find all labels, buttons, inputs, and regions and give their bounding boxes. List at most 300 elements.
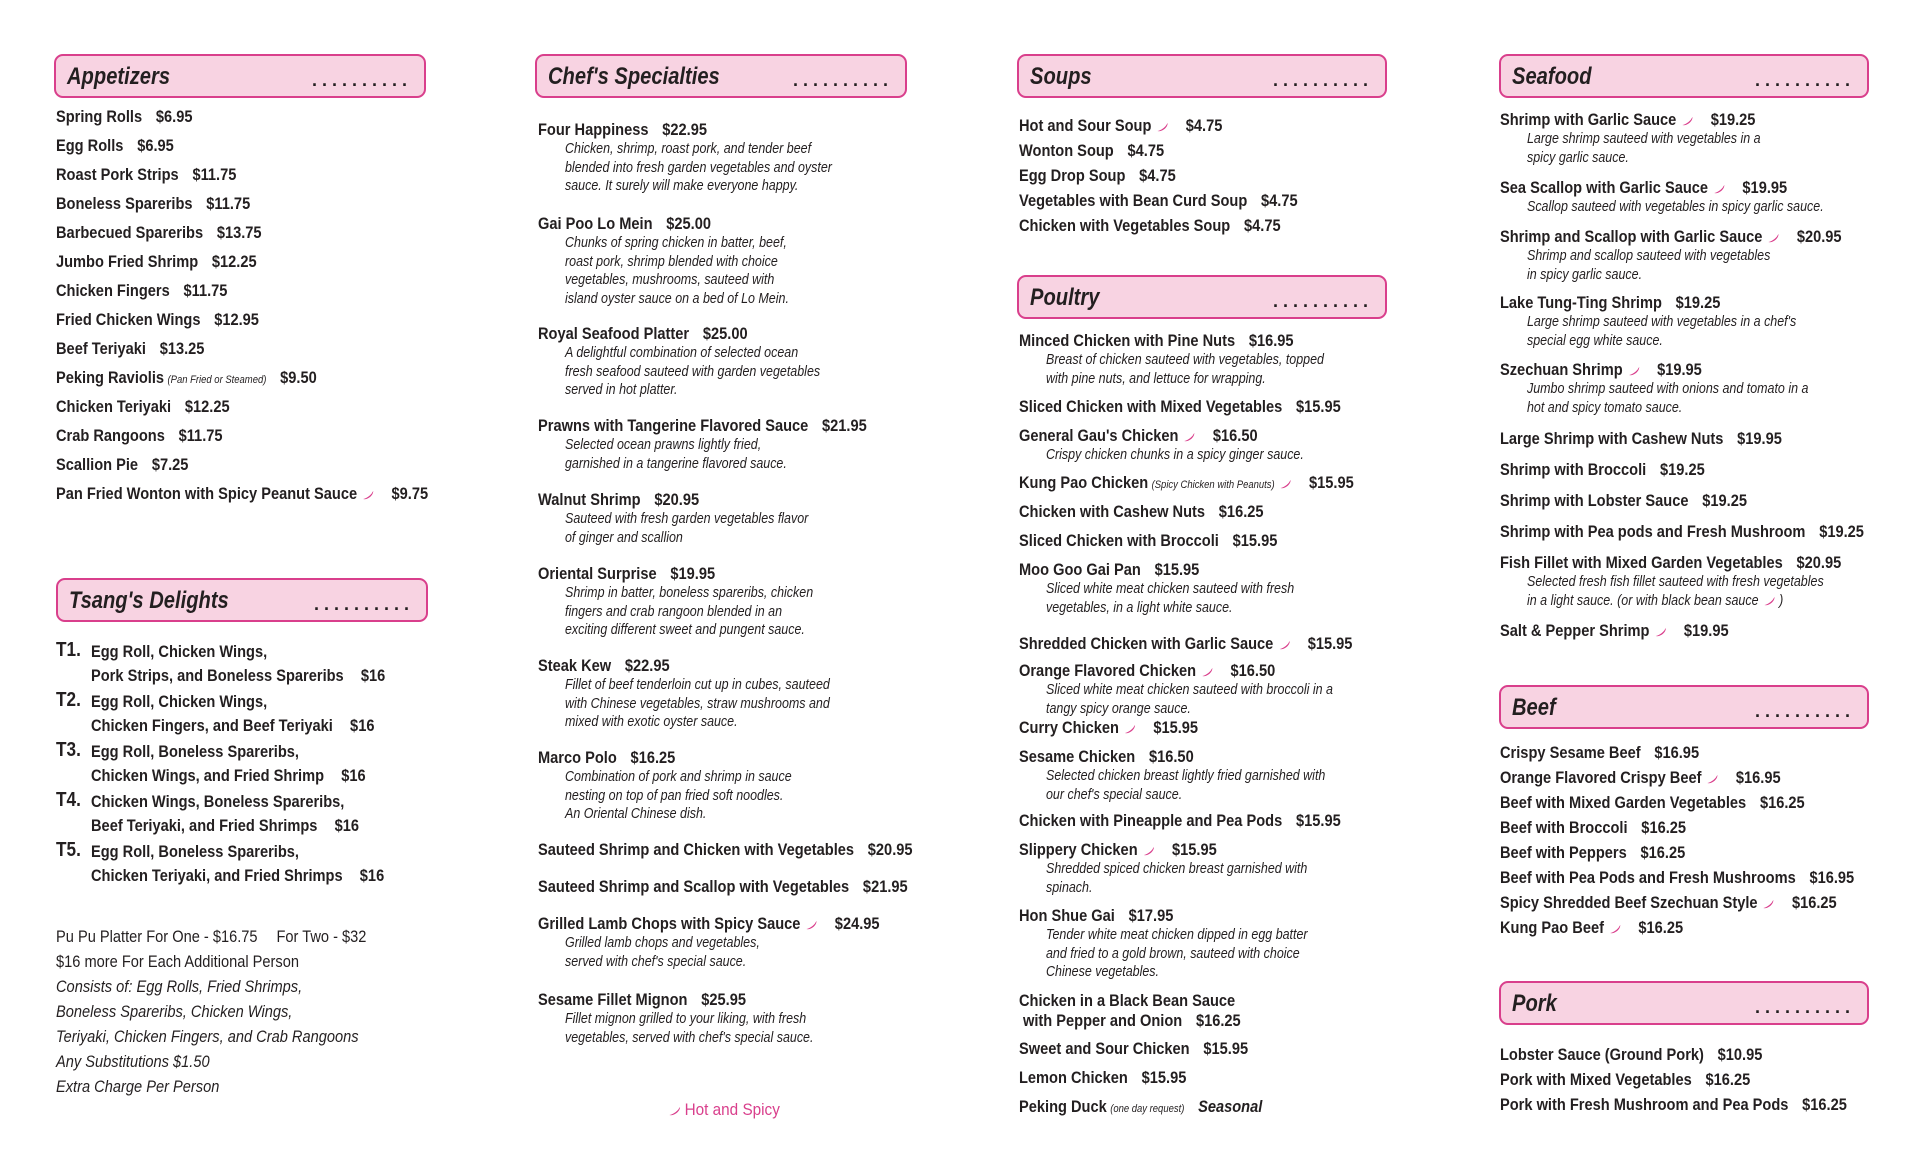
item-name: [1019, 331, 1294, 351]
item-description: hot and spicy tomato sauce.: [1527, 399, 1683, 416]
item-name-text: Grilled Lamb Chops with Spicy Sauce: [538, 914, 801, 933]
menu-item: [56, 310, 292, 330]
header-dots: ..........: [313, 594, 414, 614]
menu-item: [1019, 502, 1303, 522]
menu-item: [56, 136, 193, 156]
item-price: $24.95: [834, 914, 880, 933]
item-name-text: Lobster Sauce (Ground Pork): [1500, 1045, 1704, 1064]
item-name-text: Hon Shue Gai: [1019, 906, 1115, 925]
beef-title: Beef: [1512, 694, 1556, 721]
item-name-text: Shrimp with Garlic Sauce: [1500, 110, 1677, 129]
item-name: [56, 368, 317, 388]
combo-price: $16: [360, 666, 386, 685]
legend: [663, 1100, 780, 1120]
item-name-text: Chicken with Cashew Nuts: [1019, 502, 1206, 521]
item-description: our chef's special sauce.: [1046, 786, 1183, 803]
item-description: Large shrimp sauteed with vegetables in a: [1527, 131, 1761, 147]
item-price: $22.95: [624, 656, 670, 675]
item-price: $16.25: [1638, 918, 1684, 937]
item-name-text: Minced Chicken with Pine Nuts: [1019, 331, 1236, 350]
item-price: $20.95: [867, 840, 913, 859]
item-price: $16.25: [1641, 818, 1687, 837]
item-price: $16.25: [1759, 793, 1805, 812]
item-description: Shredded spiced chicken breast garnished with: [1046, 861, 1308, 877]
item-name-text: Walnut Shrimp: [538, 490, 641, 509]
item-name-text: Beef Teriyaki: [56, 339, 146, 358]
menu-item: [538, 914, 935, 971]
item-name-text: Peking Raviolis: [56, 368, 165, 387]
header-dots: ..........: [311, 70, 412, 90]
item-description: Selected ocean prawns lightly fried,: [565, 437, 762, 453]
combo-line2-text: Beef Teriyaki, and Fried Shrimps: [91, 816, 318, 835]
menu-item: [1500, 818, 1716, 838]
item-name-text: Kung Pao Chicken: [1019, 473, 1149, 492]
item-name: [1500, 110, 1755, 130]
chefs-title: Chef's Specialties: [548, 63, 720, 90]
item-description: Combination of pork and shrimp in sauce: [565, 769, 792, 785]
item-description: [1527, 592, 1845, 611]
item-name-text: Marco Polo: [538, 748, 617, 767]
chili-icon: [1768, 233, 1780, 243]
item-name: [538, 416, 867, 436]
item-name: [538, 656, 670, 676]
item-name: [1019, 116, 1222, 136]
combo-line2: [91, 816, 359, 836]
header-dots: ..........: [1754, 70, 1855, 90]
menu-item: [538, 564, 854, 640]
pupu-line1: [56, 927, 366, 947]
item-name: [56, 252, 257, 272]
menu-item: [56, 484, 489, 504]
menu-item: [1500, 553, 1897, 610]
item-name-text: Peking Duck: [1019, 1097, 1107, 1116]
menu-item: [1500, 893, 1891, 913]
item-description: Jumbo shrimp sauteed with onions and tomato in a: [1527, 381, 1809, 397]
item-name-text: Crispy Sesame Beef: [1500, 743, 1641, 762]
item-name-text: Moo Goo Gai Pan: [1019, 560, 1141, 579]
item-price: $15.95: [1203, 1039, 1249, 1058]
item-name-text: Royal Seafood Platter: [538, 324, 690, 343]
menu-item: [1019, 560, 1335, 617]
item-name-text: Sea Scallop with Garlic Sauce: [1500, 178, 1709, 197]
item-name-text: Kung Pao Beef: [1500, 918, 1604, 937]
item-name-text: Chicken with Pineapple and Pea Pods: [1019, 811, 1283, 830]
item-name-text: Salt & Pepper Shrimp: [1500, 621, 1650, 640]
item-name: [1500, 793, 1805, 813]
item-name: [538, 877, 908, 897]
chili-icon: [1764, 596, 1776, 606]
item-description: blended into fresh garden vegetables and oyster: [565, 159, 832, 176]
header-dots: ..........: [1754, 701, 1855, 721]
item-price: $11.75: [192, 165, 237, 184]
menu-item: [1500, 843, 1715, 863]
combo-price: $16: [350, 716, 375, 735]
combo-line2-text: Chicken Teriyaki, and Fried Shrimps: [91, 866, 343, 885]
menu-item: [1019, 661, 1380, 718]
item-description: Shrimp in batter, boneless spareribs, chicken: [565, 585, 814, 601]
item-name-text: Lake Tung-Ting Shrimp: [1500, 293, 1662, 312]
item-price: $16.25: [1791, 893, 1837, 912]
pupu-two-price: For Two - $32: [276, 927, 367, 946]
item-description: Chinese vegetables.: [1046, 964, 1160, 980]
item-description: spicy garlic sauce.: [1527, 149, 1629, 166]
combo-line2: [91, 766, 366, 786]
item-name-text: Shrimp with Pea pods and Fresh Mushroom: [1500, 522, 1806, 541]
menu-item: [56, 368, 359, 388]
item-price: $15.95: [1296, 397, 1341, 416]
item-name: [1019, 634, 1352, 654]
combo-line2: [91, 716, 374, 736]
item-name-text: Gai Poo Lo Mein: [538, 214, 653, 233]
item-price: $25.00: [702, 324, 748, 343]
item-name: [1500, 843, 1685, 863]
menu-item: [1019, 331, 1369, 388]
menu-item: [1019, 141, 1188, 161]
item-name-text: Beef with Broccoli: [1500, 818, 1628, 837]
item-price: $12.95: [214, 310, 259, 329]
item-name-text: Slippery Chicken: [1019, 840, 1138, 859]
combo-line2-text: Chicken Fingers, and Beef Teriyaki: [91, 716, 333, 735]
menu-item: [1500, 293, 1840, 350]
item-name: [538, 748, 675, 768]
menu-item: [1500, 868, 1912, 888]
item-description: of ginger and scallion: [565, 529, 683, 546]
menu-item: [1019, 191, 1343, 211]
menu-item: [56, 397, 258, 417]
menu-item: [1019, 216, 1323, 236]
pupu-line6: Any Substitutions $1.50: [56, 1052, 210, 1071]
menu-item: [538, 656, 873, 732]
menu-item: [1500, 360, 1854, 417]
menu-item: [1019, 426, 1346, 465]
item-name-text: Shredded Chicken with Garlic Sauce: [1019, 634, 1274, 653]
item-name: [56, 281, 227, 301]
item-description: exciting different sweet and pungent sauce.: [565, 622, 805, 638]
item-name-text: Orange Flavored Crispy Beef: [1500, 768, 1702, 787]
item-name-text: Hot and Sour Soup: [1019, 116, 1152, 135]
item-name: [538, 990, 746, 1010]
menu-item: [56, 426, 250, 446]
item-name-text: Wonton Soup: [1019, 141, 1114, 160]
item-price: $6.95: [137, 136, 174, 155]
item-description: fingers and crab rangoon blended in an: [565, 603, 783, 620]
menu-item: [56, 339, 229, 359]
menu-item: [56, 194, 282, 214]
combo-price: $16: [359, 866, 385, 885]
item-price: $19.25: [1659, 460, 1705, 479]
chili-icon: [668, 1106, 681, 1116]
combo-price: $16: [341, 766, 366, 785]
chili-icon: [1707, 774, 1719, 784]
item-name: [538, 214, 711, 234]
item-price: $19.95: [670, 564, 716, 583]
menu-item: [56, 107, 215, 127]
item-name: [1019, 1068, 1186, 1088]
item-description: An Oriental Chinese dish.: [565, 806, 707, 822]
item-name: [56, 136, 174, 156]
menu-item: [1500, 1045, 1805, 1065]
menu-item: [538, 748, 829, 824]
item-name: [1019, 216, 1281, 236]
item-name-text: Egg Rolls: [56, 136, 124, 155]
item-name: [1500, 743, 1699, 763]
item-price: $15.95: [1172, 840, 1217, 859]
item-description: vegetables, served with chef's special sauce.: [565, 1029, 814, 1046]
item-name: [1500, 868, 1854, 888]
item-price: $10.95: [1717, 1045, 1763, 1064]
chefs-header: [535, 54, 907, 98]
menu-item: [1019, 1039, 1285, 1059]
item-price: $21.95: [822, 416, 867, 435]
item-name: [1019, 473, 1354, 493]
menu-item: [1019, 840, 1350, 897]
item-description: Fillet of beef tenderloin cut up in cubes, sauteed: [565, 677, 830, 693]
item-name: [1019, 166, 1176, 186]
item-name: [56, 339, 204, 359]
item-price: $16.50: [1212, 426, 1258, 445]
item-name: [1019, 1097, 1262, 1117]
header-dots: ..........: [1272, 70, 1373, 90]
item-name: [1500, 1070, 1750, 1090]
item-description: island oyster sauce on a bed of Lo Mein.: [565, 290, 789, 307]
item-description: roast pork, shrimp blended with choice: [565, 253, 778, 270]
item-name: [538, 914, 880, 934]
item-name-text: Sweet and Sour Chicken: [1019, 1039, 1190, 1058]
combo-line1: Egg Roll, Boneless Spareribs,: [91, 742, 299, 761]
item-description: Breast of chicken sauteed with vegetables, topped: [1046, 352, 1324, 368]
pork-header: [1499, 981, 1869, 1025]
menu-item: [1019, 1097, 1302, 1117]
item-price: $19.95: [1683, 621, 1729, 640]
combo-number: T1.: [56, 639, 81, 661]
item-price: $25.95: [701, 990, 746, 1009]
item-price: $19.95: [1742, 178, 1788, 197]
beef-header: [1499, 685, 1869, 729]
menu-item: [1500, 743, 1731, 763]
item-description: tangy spicy orange sauce.: [1046, 700, 1191, 717]
menu-item: [538, 990, 854, 1047]
item-name-text: Chicken Teriyaki: [56, 397, 172, 416]
item-name: [1500, 818, 1686, 838]
item-price: $19.25: [1702, 491, 1747, 510]
item-name: [1019, 906, 1173, 926]
pupu-line5: Teriyaki, Chicken Fingers, and Crab Rangoons: [56, 1027, 359, 1046]
pupu-line7: Extra Charge Per Person: [56, 1077, 220, 1096]
item-name-text: Curry Chicken: [1019, 718, 1119, 737]
item-name-text: Pan Fried Wonton with Spicy Peanut Sauce: [56, 484, 358, 503]
item-description: Grilled lamb chops and vegetables,: [565, 935, 760, 951]
item-name-text: Beef with Mixed Garden Vegetables: [1500, 793, 1747, 812]
item-name: [1500, 1045, 1762, 1065]
combo-line2: [91, 866, 384, 886]
menu-item: [538, 490, 848, 547]
menu-item: [56, 165, 266, 185]
item-name-text: Shrimp with Broccoli: [1500, 460, 1647, 479]
item-name-text: Vegetables with Bean Curd Soup: [1019, 191, 1248, 210]
item-description: mixed with exotic oyster sauce.: [565, 714, 738, 730]
item-name-text: Sesame Fillet Mignon: [538, 990, 688, 1009]
item-name: [56, 194, 250, 214]
menu-item: [1500, 522, 1920, 542]
chili-icon: [1184, 432, 1196, 442]
item-name-text: Egg Drop Soup: [1019, 166, 1126, 185]
combo-number: T3.: [56, 739, 81, 761]
item-name-text: Sauteed Shrimp and Chicken with Vegetables: [538, 840, 855, 859]
item-name: [538, 490, 699, 510]
menu-item: [1500, 491, 1787, 511]
item-name: [1019, 560, 1199, 580]
menu-item: [1019, 718, 1227, 738]
item-name-text: Shrimp with Lobster Sauce: [1500, 491, 1689, 510]
item-description: spinach.: [1046, 879, 1093, 896]
item-note: (Spicy Chicken with Peanuts): [1151, 479, 1275, 491]
poultry-header: [1017, 275, 1387, 319]
combo-line1: Chicken Wings, Boneless Spareribs,: [91, 792, 345, 811]
item-price: $4.75: [1139, 166, 1176, 185]
item-price: $11.75: [178, 426, 223, 445]
item-price: $22.95: [662, 120, 707, 139]
menu-item: [1500, 793, 1854, 813]
item-price: $13.75: [216, 223, 262, 242]
item-note: (Pan Fried or Steamed): [167, 374, 267, 386]
item-description: Selected chicken breast lightly fried garnished with: [1046, 768, 1326, 784]
item-name: [538, 840, 913, 860]
item-name-text: Sesame Chicken: [1019, 747, 1136, 766]
menu-item: [56, 281, 255, 301]
item-name: [56, 107, 192, 127]
menu-item: [538, 214, 825, 308]
item-price: $6.95: [155, 107, 193, 126]
item-price: $4.75: [1185, 116, 1223, 135]
item-name-text: Four Happiness: [538, 120, 649, 139]
menu-item: [538, 877, 968, 897]
item-price: $17.95: [1128, 906, 1174, 925]
menu-item: [1500, 768, 1826, 788]
item-price: $20.95: [1796, 227, 1842, 246]
combo-line1: Egg Roll, Boneless Spareribs,: [91, 842, 299, 861]
header-dots: ..........: [1754, 997, 1855, 1017]
chili-icon: [1628, 366, 1640, 376]
pupu-line3: Consists of: Egg Rolls, Fried Shrimps,: [56, 977, 303, 996]
item-description: A delightful combination of selected ocean: [565, 345, 799, 361]
item-name-text: Beef with Pea Pods and Fresh Mushrooms: [1500, 868, 1796, 887]
item-name-text: Steak Kew: [538, 656, 612, 675]
item-name: [1019, 141, 1164, 161]
item-price: $9.75: [391, 484, 429, 503]
item-price: $4.75: [1261, 191, 1298, 210]
item-price: $16.25: [1802, 1095, 1847, 1114]
item-price: $19.25: [1710, 110, 1756, 129]
item-name: [1500, 491, 1747, 511]
item-price: $19.25: [1819, 522, 1864, 541]
item-name-text: Large Shrimp with Cashew Nuts: [1500, 429, 1724, 448]
item-description: vegetables, mushrooms, sauteed with: [565, 272, 775, 288]
menu-item: [1019, 811, 1393, 831]
item-description: with pine nuts, and lettuce for wrapping.: [1046, 370, 1266, 387]
item-name-text: Chicken in a Black Bean Sauce: [1019, 991, 1236, 1010]
item-price: $16.25: [1218, 502, 1264, 521]
item-price: $4.75: [1127, 141, 1165, 160]
item-name-line2: [1023, 1011, 1241, 1031]
menu-item: [1500, 227, 1897, 284]
item-name-text: Roast Pork Strips: [56, 165, 179, 184]
item-price: $19.95: [1737, 429, 1782, 448]
menu-item: [1019, 906, 1350, 982]
item-price: $15.95: [1309, 473, 1354, 492]
item-name: [1500, 918, 1683, 938]
chili-icon: [1201, 667, 1213, 677]
item-name-text: Oriental Surprise: [538, 564, 657, 583]
menu-item: [538, 120, 875, 196]
item-name-text: Fried Chicken Wings: [56, 310, 201, 329]
item-price: $9.50: [280, 368, 317, 387]
item-name: [1500, 360, 1702, 380]
item-description: and fried to a gold brown, sauteed with choice: [1046, 945, 1300, 962]
menu-item: [56, 455, 210, 475]
item-price: Seasonal: [1198, 1097, 1263, 1116]
chili-icon: [1280, 479, 1292, 489]
item-description: Sauteed with fresh garden vegetables flavor: [565, 511, 809, 527]
item-description: in spicy garlic sauce.: [1527, 266, 1643, 283]
header-dots: ..........: [792, 70, 893, 90]
item-name: [1019, 747, 1194, 767]
item-name-text: Fish Fillet with Mixed Garden Vegetables: [1500, 553, 1783, 572]
appetizers-header: [54, 54, 426, 98]
soups-title: Soups: [1030, 63, 1092, 90]
item-name: [1019, 191, 1298, 211]
combo-line1: Egg Roll, Chicken Wings,: [91, 692, 268, 711]
item-name: [56, 484, 428, 504]
item-name: [538, 324, 748, 344]
item-description: vegetables, in a light white sauce.: [1046, 599, 1233, 616]
item-name: [1019, 991, 1235, 1011]
item-name: [1500, 460, 1705, 480]
item-name: [1500, 293, 1720, 313]
chili-icon: [1143, 846, 1155, 856]
menu-item: [1500, 460, 1738, 480]
item-description: Tender white meat chicken dipped in egg batter: [1046, 927, 1308, 943]
appetizers-title: Appetizers: [67, 63, 171, 90]
pupu-one-price: Pu Pu Platter For One - $16.75: [56, 927, 258, 946]
item-name: [1019, 811, 1341, 831]
chili-icon: [1278, 640, 1290, 650]
seafood-title: Seafood: [1512, 63, 1592, 90]
item-name-text: Beef with Peppers: [1500, 843, 1627, 862]
item-name: [1019, 840, 1217, 860]
pork-title: Pork: [1512, 990, 1557, 1017]
menu-item: [1019, 747, 1371, 804]
item-price: $16.95: [1735, 768, 1781, 787]
item-name: [56, 223, 262, 243]
item-price: $15.95: [1154, 560, 1200, 579]
menu-item: [1019, 397, 1393, 417]
item-name: [1019, 426, 1258, 446]
item-name-text: Spicy Shredded Beef Szechuan Style: [1500, 893, 1758, 912]
item-name: [1019, 718, 1198, 738]
item-name: [1500, 522, 1864, 542]
item-name-text: Chicken with Vegetables Soup: [1019, 216, 1231, 235]
menu-item: [56, 223, 295, 243]
item-price: $15.95: [1307, 634, 1353, 653]
item-name: [1500, 178, 1787, 198]
item-price: $11.75: [206, 194, 251, 213]
item-name: [56, 426, 223, 446]
item-price: $16.95: [1654, 743, 1700, 762]
chili-icon: [1713, 184, 1725, 194]
item-price: $11.75: [183, 281, 228, 300]
item-description: special egg white sauce.: [1527, 332, 1663, 349]
item-name: [538, 564, 715, 584]
